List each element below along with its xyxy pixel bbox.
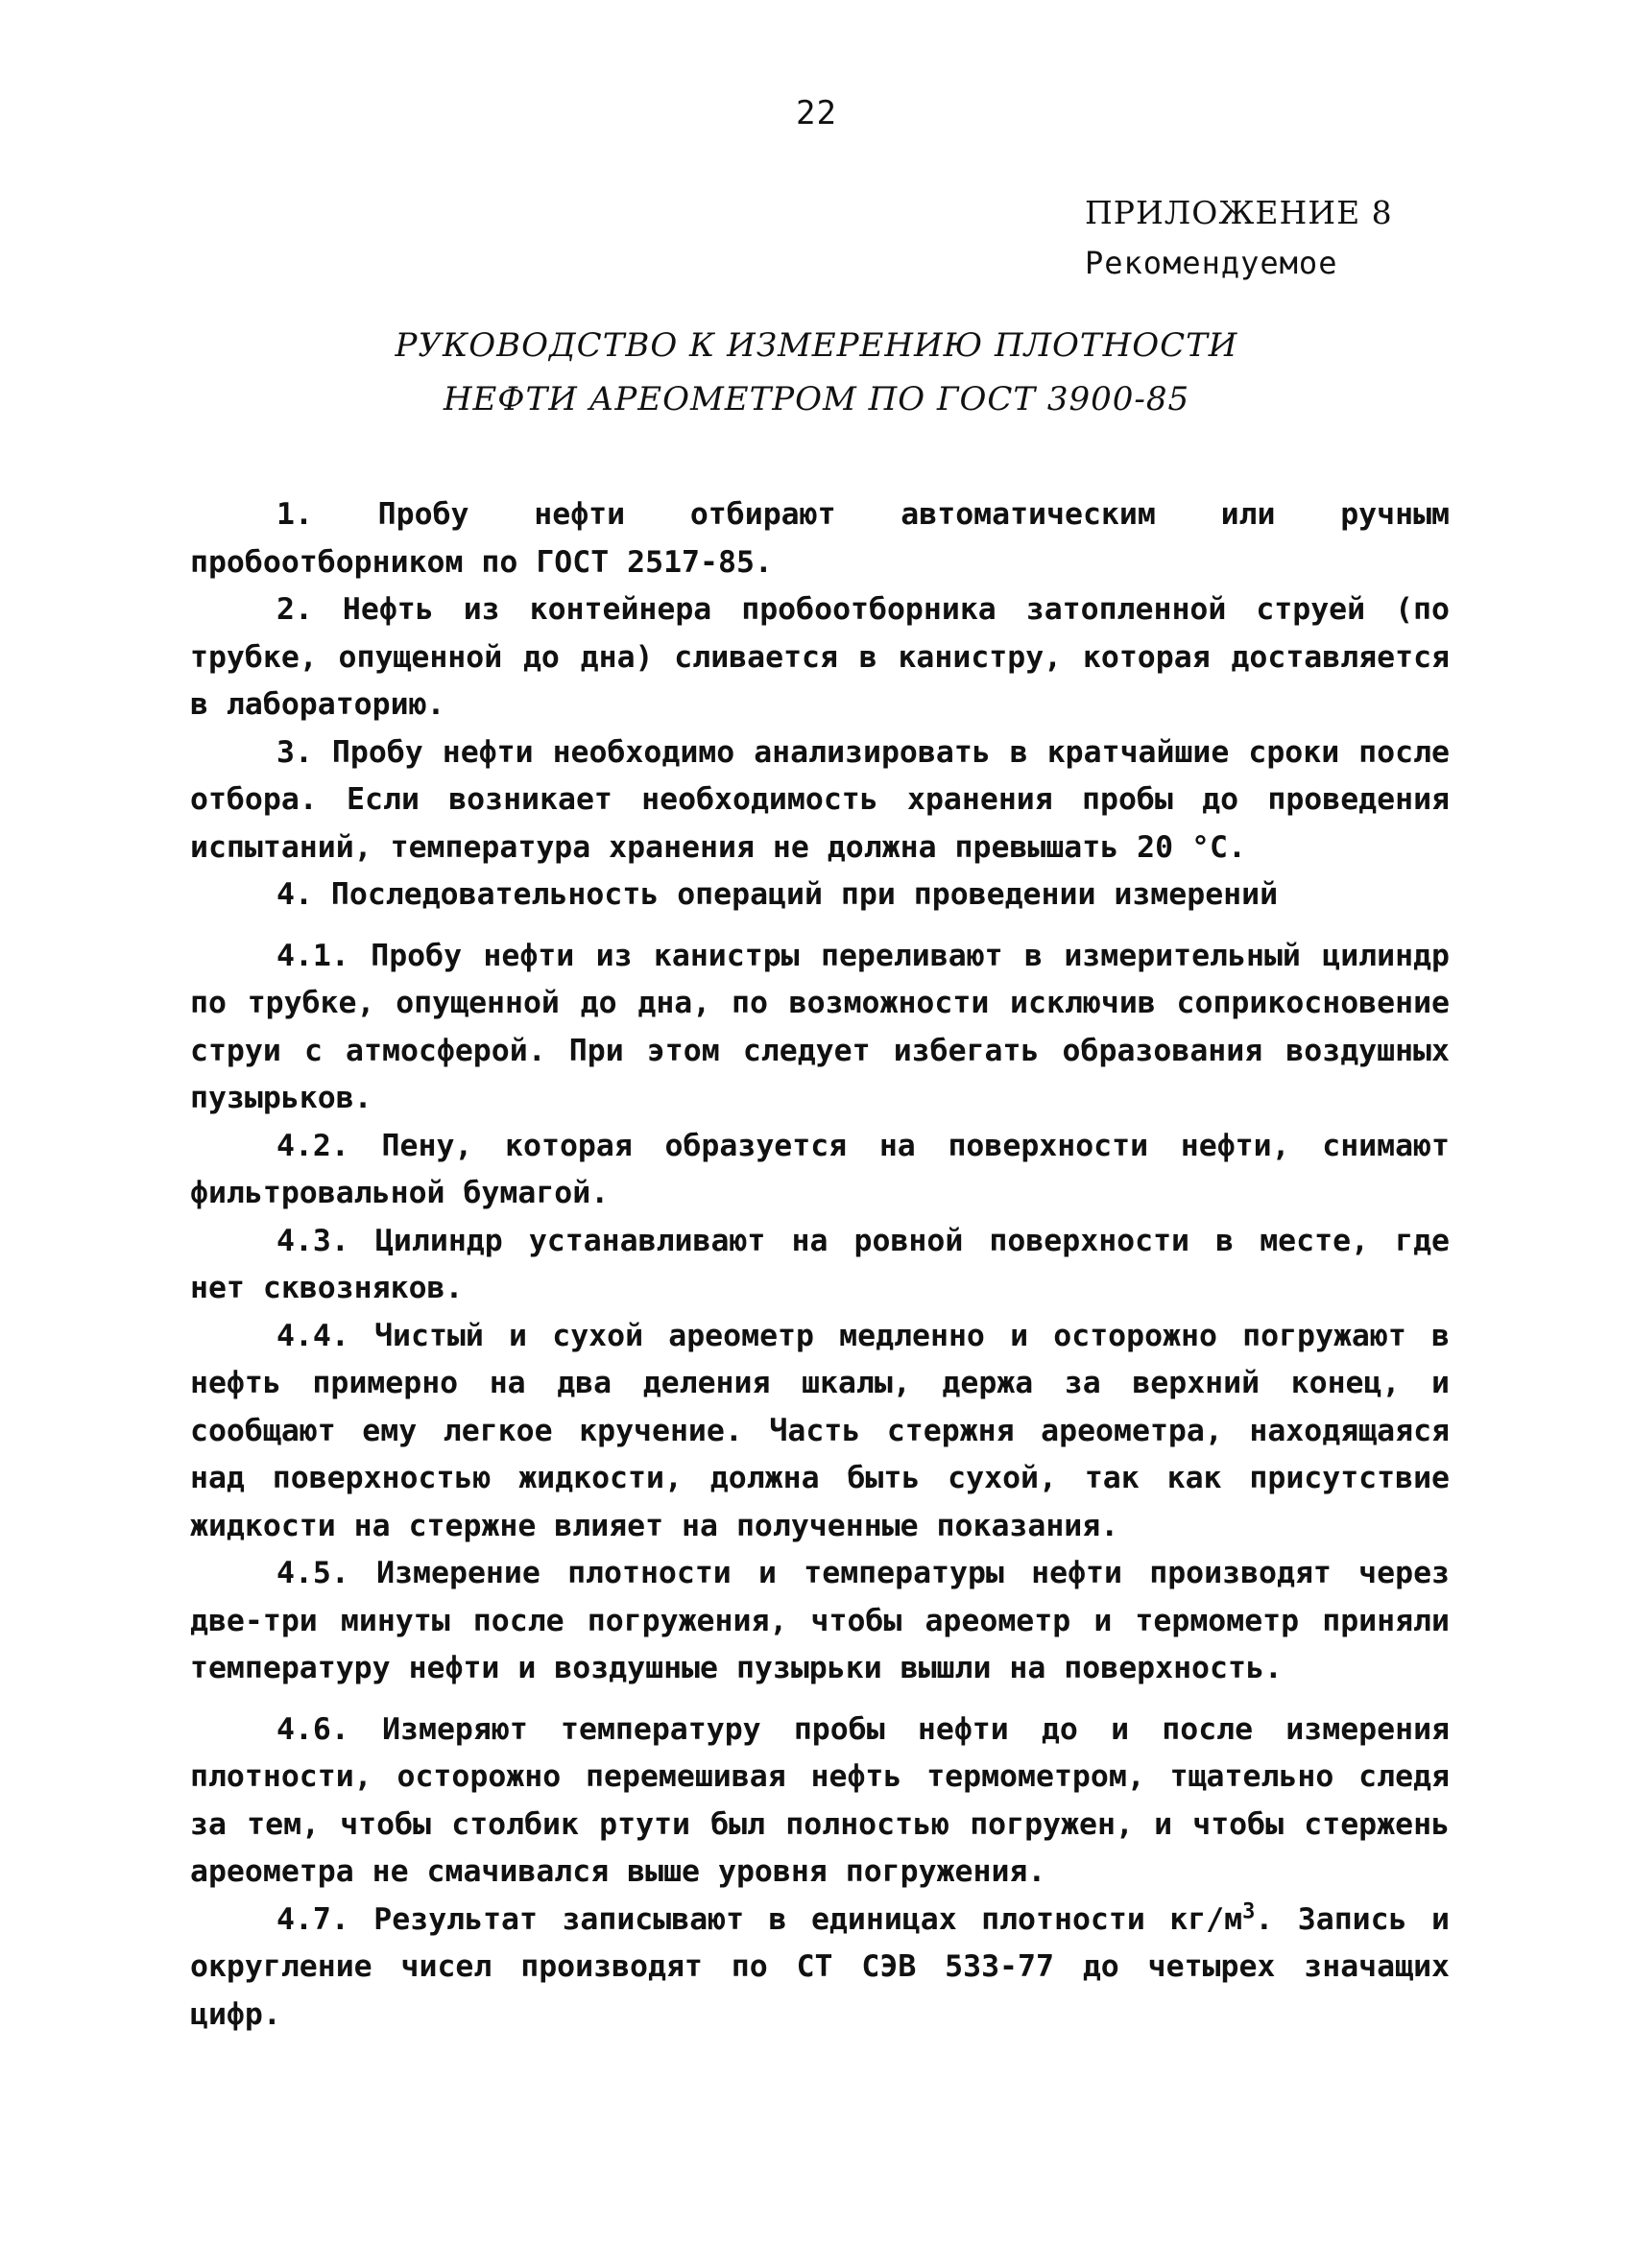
paragraph-4-7: [190, 1897, 1450, 2040]
paragraph-4-1: 4.1. Пробу нефти из канистры переливают в измерительный цилиндр по трубке, опущенной до дна, по возможности исключив соприкосновение струи с атмосферой. При этом следует избегать образования воздушных пузырьков.: [190, 938, 1450, 1115]
paragraph-4-3: 4.3. Цилиндр устанавливают на ровной поверхности в месте, где нет сквозняков.: [190, 1223, 1450, 1305]
paragraph-4-6: 4.6. Измеряют температуру пробы нефти до и после измерения плотности, осторожно перемешивая нефть термометром, тщательно следя за тем, чтобы столбик ртути был полностью погружен, и чтобы стержень ареометра не смачивался выше уровня погружения.: [190, 1711, 1450, 1889]
appendix-header: [1085, 188, 1584, 288]
document-title-line-1: РУКОВОДСТВО К ИЗМЕРЕНИЮ ПЛОТНОСТИ: [395, 326, 1238, 365]
paragraph-4: 4. Последовательность операций при проведении измерений: [276, 877, 1279, 912]
paragraph-1: 1. Пробу нефти отбирают автоматическим или ручным пробоотборником по ГОСТ 2517-85.: [190, 497, 1450, 580]
paragraph-4-2: 4.2. Пену, которая образуется на поверхности нефти, снимают фильтровальной бумагой.: [190, 1128, 1450, 1210]
document-body: [190, 491, 1450, 2039]
paragraph-3: 3. Пробу нефти необходимо анализировать в кратчайшие сроки после отбора. Если возникает необходимость хранения пробы до проведения испытаний, температура хранения не должна превышать 20 °С.: [190, 734, 1450, 865]
paragraph-4-7-superscript: 3: [1242, 1899, 1256, 1923]
paragraph-4-7-text: 4.7. Результат записывают в единицах плотности кг/м: [276, 1901, 1243, 1937]
paragraph-4-7-text-end: . Запись и округление чисел производят по СТ СЭВ 533-77 до четырех значащих цифр.: [190, 1901, 1450, 2032]
appendix-title: ПРИЛОЖЕНИЕ 8: [1085, 194, 1393, 231]
paragraph-4-5: 4.5. Измерение плотности и температуры нефти производят через две-три минуты после погружения, чтобы ареометр и термометр приняли температуру нефти и воздушные пузырьки вышли на поверхность.: [190, 1556, 1450, 1685]
document-title-line-2: НЕФТИ АРЕОМЕТРОМ ПО ГОСТ 3900-85: [443, 380, 1190, 418]
paragraph-2: 2. Нефть из контейнера пробоотборника затопленной струей (по трубке, опущенной до дна) сливается в канистру, которая доставляется в лабораторию.: [190, 592, 1450, 722]
appendix-status: Рекомендуемое: [1085, 245, 1338, 281]
page-number: 22: [796, 94, 837, 132]
document-title: [0, 319, 1633, 426]
paragraph-4-4: 4.4. Чистый и сухой ареометр медленно и осторожно погружают в нефть примерно на два деления шкалы, держа за верхний конец, и сообщают ему легкое кручение. Часть стержня ареометра, находящаяся над поверхностью жидкости, должна быть сухой, так как присутствие жидкости на стержне влияет на полученные показания.: [190, 1318, 1450, 1543]
